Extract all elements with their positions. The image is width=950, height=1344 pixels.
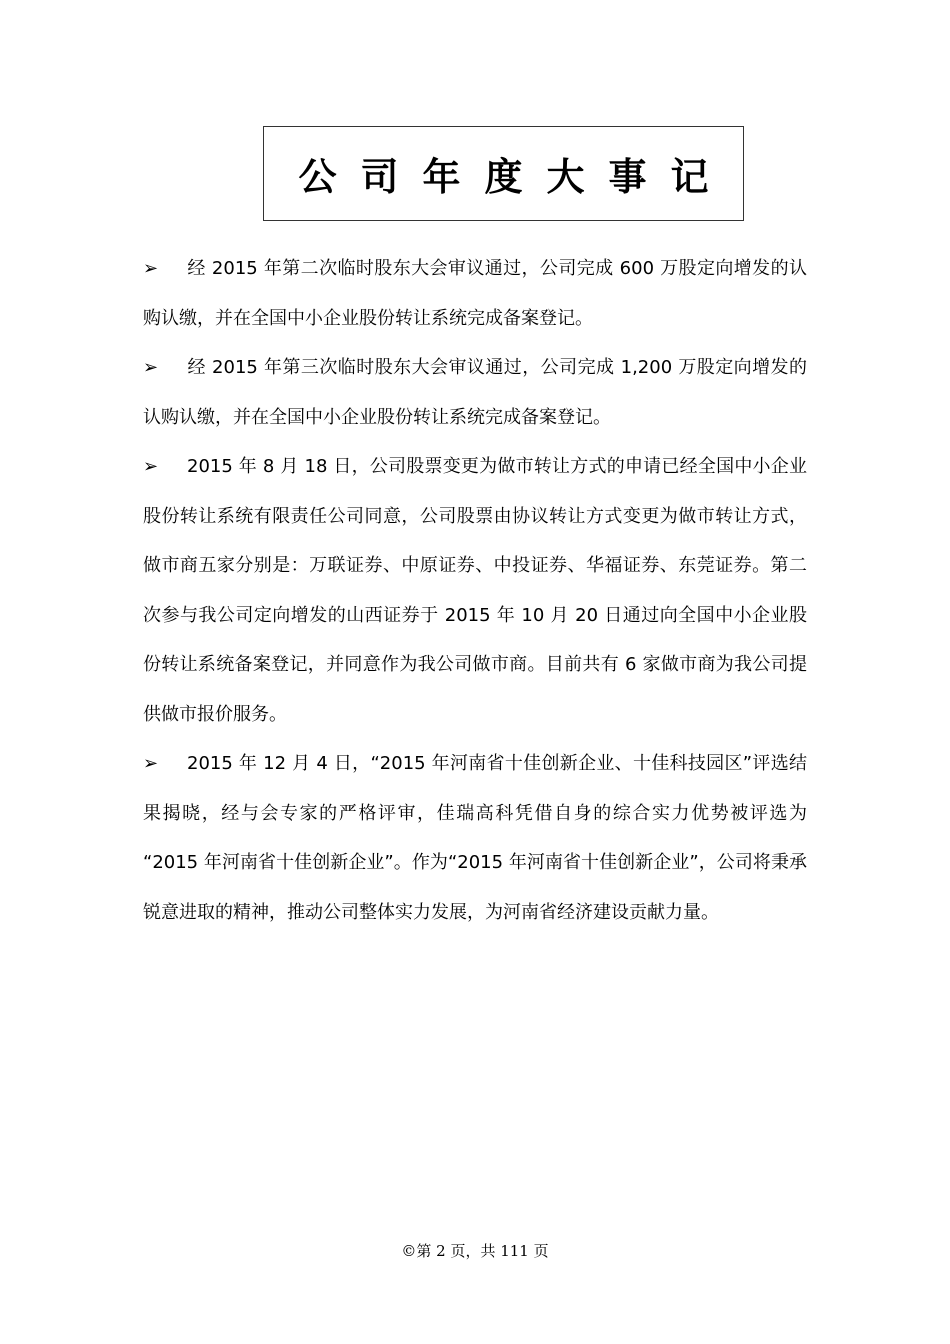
paragraph-text: 经 2015 年第二次临时股东大会审议通过，公司完成 600 万股定向增发的认购认缴，并在全国中小企业股份转让系统完成备案登记。 [143,258,807,329]
paragraph-4 [143,739,807,937]
page-title: 公司年度大事记 [298,155,733,199]
bullet-arrow-icon: ➢ [143,357,159,378]
content-body [143,244,807,937]
paragraph-text: 2015 年 8 月 18 日，公司股票变更为做市转让方式的申请已经全国中小企业股份转让系统有限责任公司同意，公司股票由协议转让方式变更为做市转让方式，做市商五家分别是：万联证券、中原证券、中投证券、华福证券、东莞证券。第二次参与我公司定向增发的山西证券于 2015 年 10 月 20 日通过向全国中小企业股份转让系统备案登记，并同意作为我公司做市商。目前共有 6 家做市商为我公司提供做市报价服务。 [143,456,807,725]
paragraph-2 [143,343,807,442]
page-footer: ©第 2 页，共 111 页 [401,1242,549,1260]
paragraph-3 [143,442,807,739]
bullet-arrow-icon: ➢ [143,456,159,477]
title-box [263,126,744,221]
bullet-arrow-icon: ➢ [143,258,159,279]
paragraph-1 [143,244,807,343]
bullet-arrow-icon: ➢ [143,753,159,774]
paragraph-text: 经 2015 年第三次临时股东大会审议通过，公司完成 1,200 万股定向增发的认购认缴，并在全国中小企业股份转让系统完成备案登记。 [143,357,807,428]
paragraph-text: 2015 年 12 月 4 日，“2015 年河南省十佳创新企业、十佳科技园区”评选结果揭晓，经与会专家的严格评审，佳瑞高科凭借自身的综合实力优势被评选为 “2015 年河南省十佳创新企业”。作为“2015 年河南省十佳创新企业”，公司将秉承锐意进取的精神，推动公司整体实力发展，为河南省经济建设贡献力量。 [143,753,807,923]
